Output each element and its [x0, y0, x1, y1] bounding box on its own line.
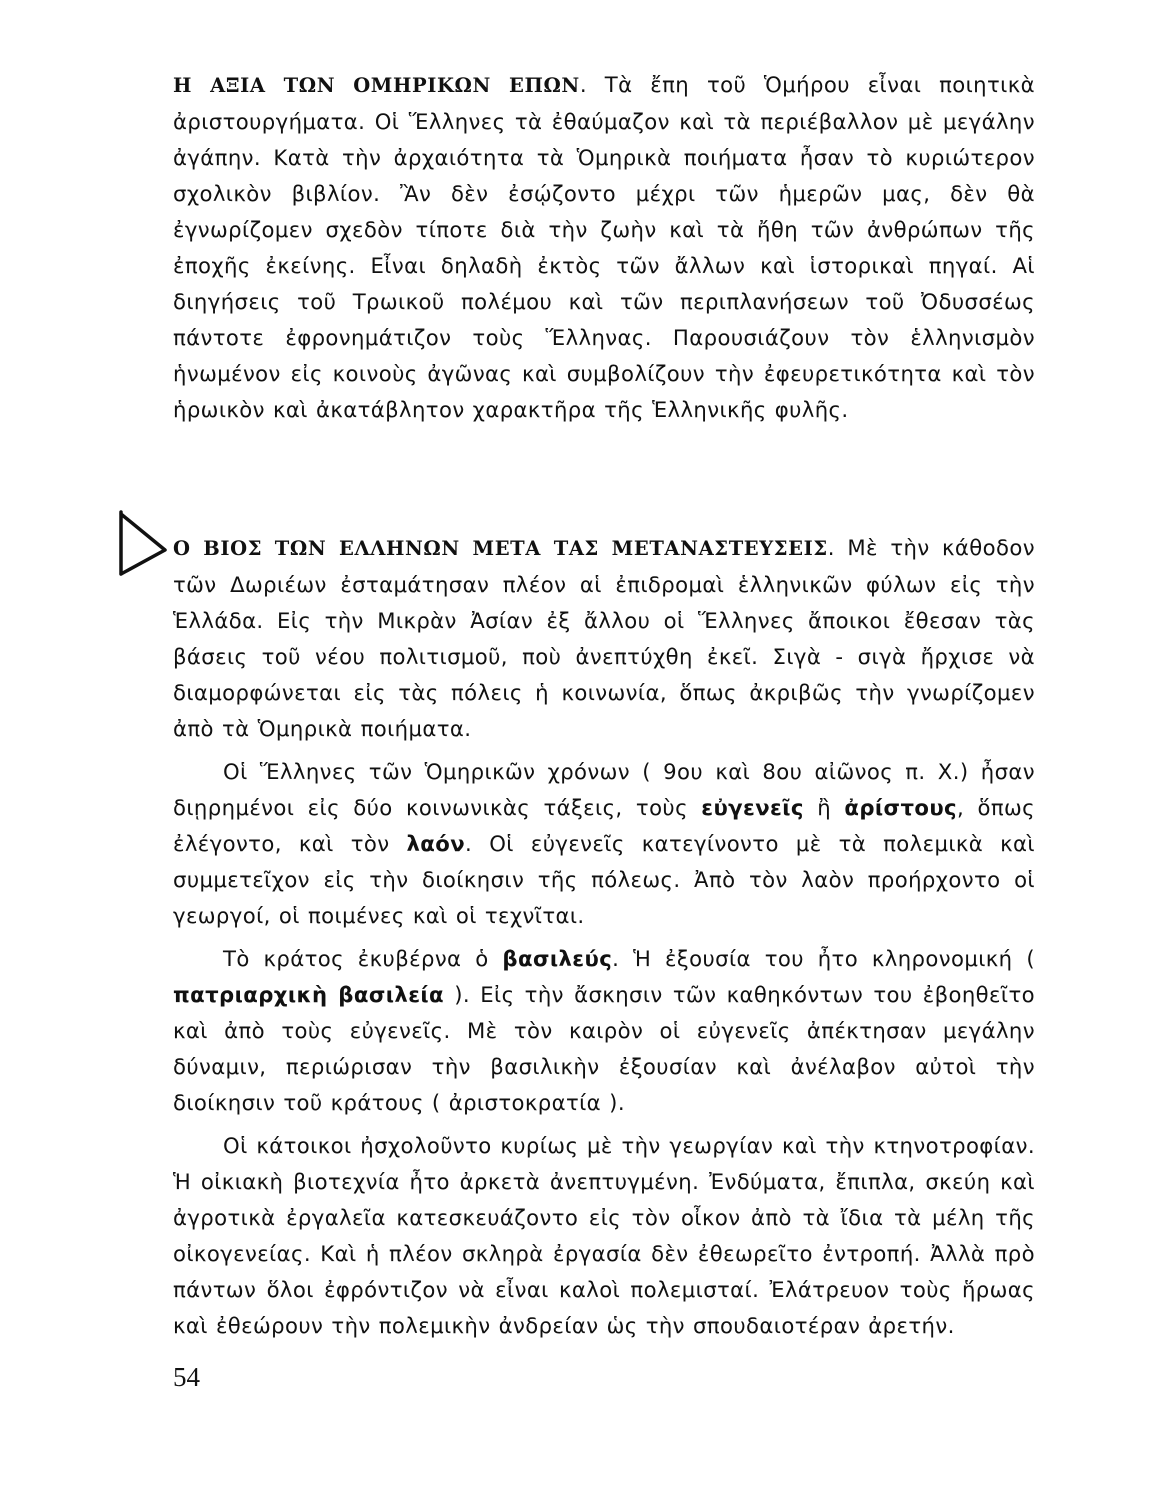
paragraph: [173, 754, 1035, 934]
emphasis-term: εὐγενεῖς: [701, 795, 804, 820]
paragraph-text: Οἱ κάτοικοι ἠσχολοῦντο κυρίως μὲ τὴν γεωργίαν καὶ τὴν κτηνοτροφίαν. Ἡ οἰκιακὴ βιοτεχνία ἦτο ἀρκετὰ ἀνεπτυγμένη. Ἐνδύματα, ἔπιπλα, σκεύη καὶ ἀγροτικὰ ἐργαλεῖα κατεσκευάζοντο εἰς τὸν οἶκον ἀπὸ τὰ ἴδια τὰ μέλη τῆς οἰκογενείας. Καὶ ἡ πλέον σκληρὰ ἐργασία δὲν ἐθεωρεῖτο ἐντροπή. Ἀλλὰ πρὸ πάντων ὅλοι ἐφρόντιζον νὰ εἶναι καλοὶ πολεμισταί. Ἐλάτρευον τοὺς ἥρωας καὶ ἐθεώρουν τὴν πολεμικὴν ἀνδρείαν ὡς τὴν σπουδαιοτέραν ἀρετήν.: [173, 1133, 1035, 1338]
emphasis-term: λαόν: [406, 831, 466, 856]
paragraph-text: Τὸ κράτος ἐκυβέρνα ὁ: [223, 946, 503, 971]
paragraph: [173, 941, 1035, 1121]
paragraph: [173, 1128, 1035, 1344]
section-homeric-epics: [173, 67, 1035, 428]
paragraph-text: ). Εἰς τὴν ἄσκησιν τῶν καθηκόντων του ἐβοηθεῖτο καὶ ἀπὸ τοὺς εὐγενεῖς. Μὲ τὸν καιρὸν οἱ εὐγενεῖς ἀπέκτησαν μεγάλην δύναμιν, περιώρισαν τὴν βασιλικὴν ἐξουσίαν καὶ ἀνέλαβον αὐτοὶ τὴν διοίκησιν τοῦ κράτους ( ἀριστοκρατία ).: [173, 982, 1035, 1115]
paragraph-text: . Μὲ τὴν κάθοδον τῶν Δωριέων ἐσταμάτησαν πλέον αἱ ἐπιδρομαὶ ἑλληνικῶν φύλων εἰς τὴν Ἑλλάδα. Εἰς τὴν Μικρὰν Ἀσίαν ἐξ ἄλλου οἱ Ἕλληνες ἄποικοι ἔθεσαν τὰς βάσεις τοῦ νέου πολιτισμοῦ, ποὺ ἀνεπτύχθη ἐκεῖ. Σιγὰ - σιγὰ ἤρχισε νὰ διαμορφώνεται εἰς τὰς πόλεις ἡ κοινωνία, ὅπως ἀκριβῶς τὴν γνωρίζομεν ἀπὸ τὰ Ὁμηρικὰ ποιήματα.: [173, 535, 1035, 741]
section-heading: Ο ΒΙΟΣ ΤΩΝ ΕΛΛΗΝΩΝ ΜΕΤΑ ΤΑΣ ΜΕΤΑΝΑΣΤΕΥΣΕΙΣ: [173, 537, 828, 560]
paragraph-text: ἢ: [803, 795, 845, 820]
handwritten-triangle-mark: [115, 508, 175, 578]
paragraph: [173, 67, 1035, 428]
emphasis-term: βασιλεύς: [502, 946, 613, 971]
page-number: 54: [173, 1362, 200, 1392]
paragraph-text: . Οἱ εὐγενεῖς κατεγίνοντο μὲ τὰ πολεμικὰ καὶ συμμετεῖχον εἰς τὴν διοίκησιν τῆς πόλεως. Ἀπὸ τὸν λαὸν προήρχοντο οἱ γεωργοί, οἱ ποιμένες καὶ οἱ τεχνῖται.: [173, 831, 1035, 928]
paragraph-text: , ὅπως ἐλέγοντο, καὶ τὸν: [173, 795, 1035, 856]
emphasis-term: ἀρίστους: [844, 795, 957, 820]
emphasis-term: πατριαρχικὴ βασιλεία: [173, 982, 444, 1007]
paragraph: [173, 530, 1035, 747]
section-heading: Η ΑΞΙΑ ΤΩΝ ΟΜΗΡΙΚΩΝ ΕΠΩΝ: [173, 74, 580, 97]
paragraph-text: . Τὰ ἔπη τοῦ Ὁμήρου εἶναι ποιητικὰ ἀριστουργήματα. Οἱ Ἕλληνες τὰ ἐθαύμαζον καὶ τὰ περιέβαλλον μὲ μεγάλην ἀγάπην. Κατὰ τὴν ἀρχαιότητα τὰ Ὁμηρικὰ ποιήματα ἦσαν τὸ κυριώτερον σχολικὸν βιβλίον. Ἂν δὲν ἐσῴζοντο μέχρι τῶν ἡμερῶν μας, δὲν θὰ ἐγνωρίζομεν σχεδὸν τίποτε διὰ τὴν ζωὴν καὶ τὰ ἤθη τῶν ἀνθρώπων τῆς ἐποχῆς ἐκείνης. Εἶναι δηλαδὴ ἐκτὸς τῶν ἄλλων καὶ ἱστορικαὶ πηγαί. Αἱ διηγήσεις τοῦ Τρωικοῦ πολέμου καὶ τῶν περιπλανήσεων τοῦ Ὀδυσσέως πάντοτε ἐφρονημάτιζον τοὺς Ἕλληνας. Παρουσιάζουν τὸν ἑλληνισμὸν ἡνωμένον εἰς κοινοὺς ἀγῶνας καὶ συμβολίζουν τὴν ἐφευρετικότητα καὶ τὸν ἡρωικὸν καὶ ἀκατάβλητον χαρακτῆρα τῆς Ἑλληνικῆς φυλῆς.: [173, 72, 1035, 422]
paragraph-text: Οἱ Ἕλληνες τῶν Ὁμηρικῶν χρόνων ( 9ου καὶ 8ου αἰῶνος π. Χ.) ἦσαν διῃρημένοι εἰς δύο κοινωνικὰς τάξεις, τοὺς: [173, 759, 1035, 820]
section-life-after-migrations: [173, 530, 1035, 1344]
paragraph-text: . Ἡ ἐξουσία του ἦτο κληρονομική (: [612, 946, 1035, 971]
